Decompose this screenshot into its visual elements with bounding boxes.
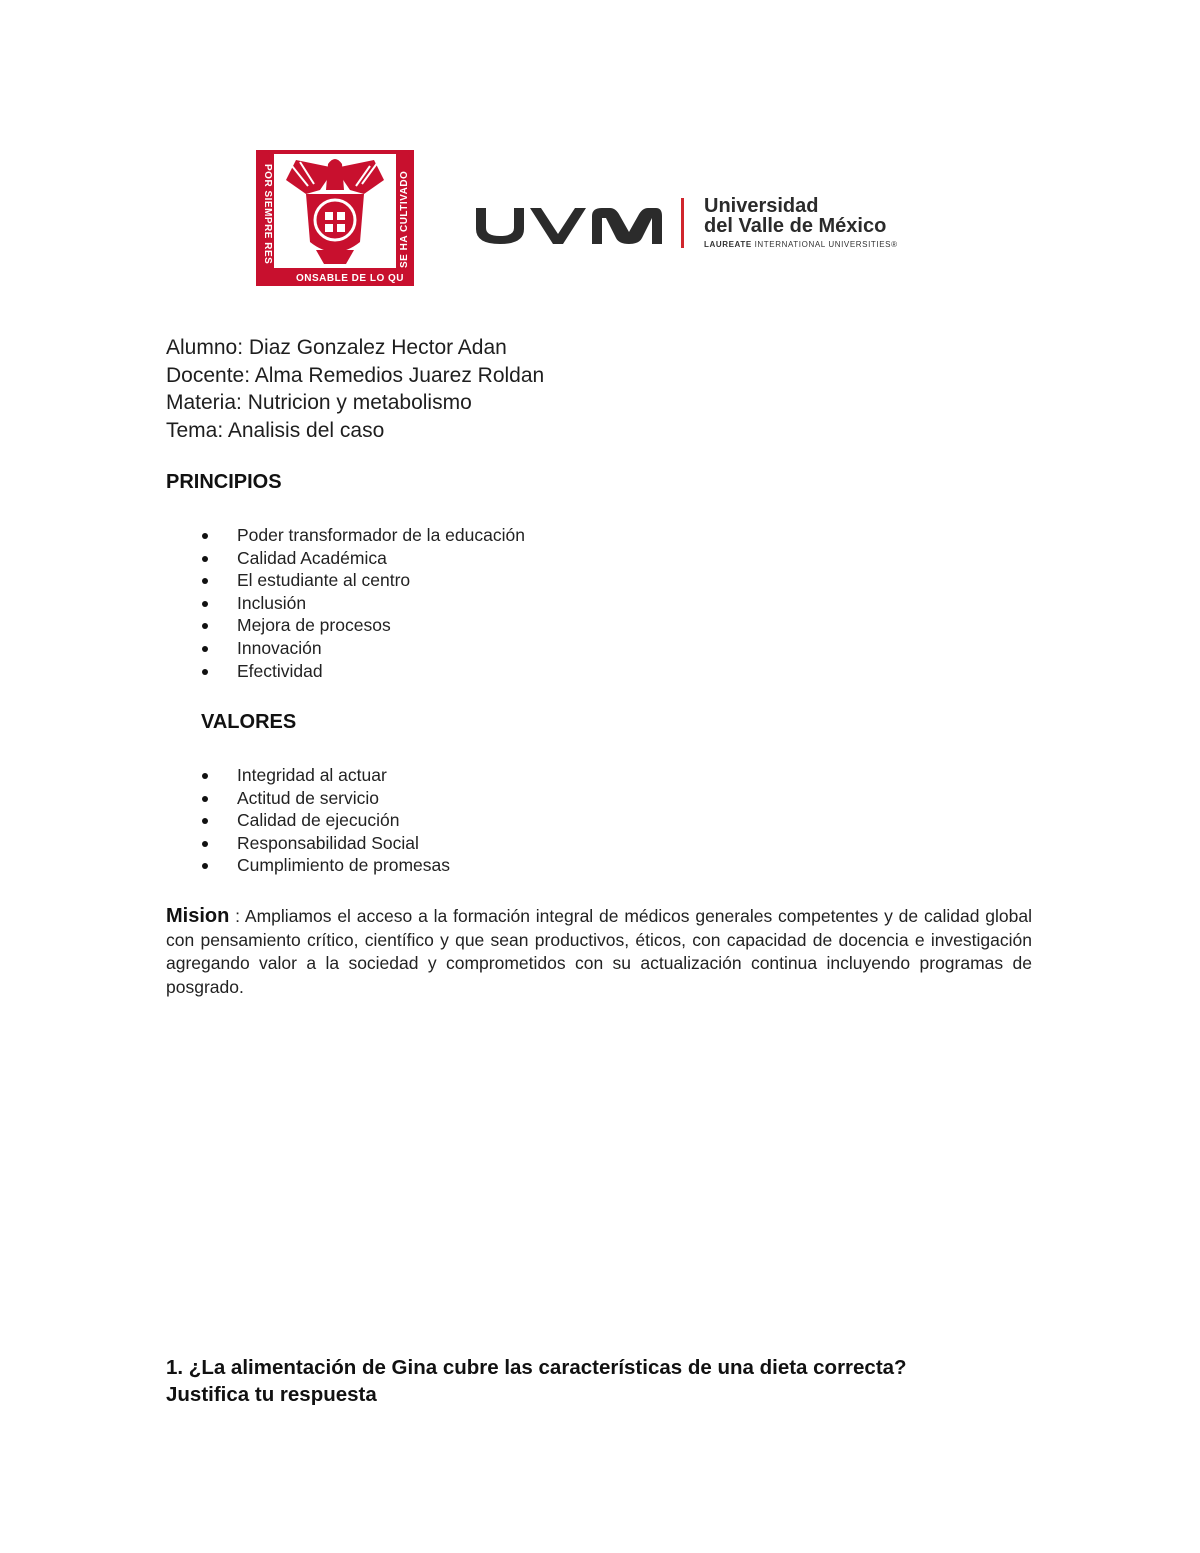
list-item: Mejora de procesos [200,614,525,637]
list-item: Inclusión [200,592,525,615]
list-item: Efectividad [200,660,525,683]
uvm-name [704,196,886,236]
uvm-tagline-bold: LAUREATE [704,240,752,249]
docente-line: Docente: Alma Remedios Juarez Roldan [166,363,545,387]
uvm-logo-divider [681,198,684,248]
uvm-name-line1: Universidad [704,195,819,217]
tema-line: Tema: Analisis del caso [166,418,385,442]
valores-heading: VALORES [201,711,297,733]
list-item: Responsabilidad Social [200,832,450,855]
uvm-tagline-rest: INTERNATIONAL UNIVERSITIES® [751,240,898,249]
mision-paragraph [166,905,1032,999]
svg-text:ONSABLE DE LO QU: ONSABLE DE LO QU [296,273,405,284]
principios-heading: PRINCIPIOS [166,471,282,493]
student-info [166,334,544,444]
list-item: Calidad Académica [200,547,525,570]
svg-text:SE HA CULTIVADO: SE HA CULTIVADO [399,170,410,268]
university-seal-logo [256,150,414,286]
question-1 [166,1354,1066,1408]
uvm-logo [470,196,960,256]
uvm-wordmark-logo [470,204,666,244]
list-item: Calidad de ejecución [200,809,450,832]
list-item: Cumplimiento de promesas [200,854,450,877]
question-line1: 1. ¿La alimentación de Gina cubre las características de una dieta correcta? [166,1356,907,1379]
uvm-name-line2: del Valle de México [704,215,887,237]
materia-line: Materia: Nutricion y metabolismo [166,391,472,414]
svg-text:POR SIEMPRE RES: POR SIEMPRE RES [262,164,273,265]
list-item: Integridad al actuar [200,764,450,787]
list-item: Innovación [200,637,525,660]
uvm-tagline [704,240,898,249]
question-line2: Justifica tu respuesta [166,1383,377,1406]
mision-label: Mision [166,905,230,927]
principios-list [200,524,525,682]
list-item: El estudiante al centro [200,569,525,592]
list-item: Poder transformador de la educación [200,524,525,547]
alumno-line: Alumno: Diaz Gonzalez Hector Adan [166,336,507,359]
mision-text: : Ampliamos el acceso a la formación integral de médicos generales competentes y de calidad global con pensamiento crítico, científico y que sean productivos, éticos, con capacidad de docencia e investigación agregando valor a la sociedad y comprometidos con su actualización continua incluyendo programas de posgrado. [166,906,1032,997]
valores-list [200,764,450,877]
list-item: Actitud de servicio [200,787,450,810]
